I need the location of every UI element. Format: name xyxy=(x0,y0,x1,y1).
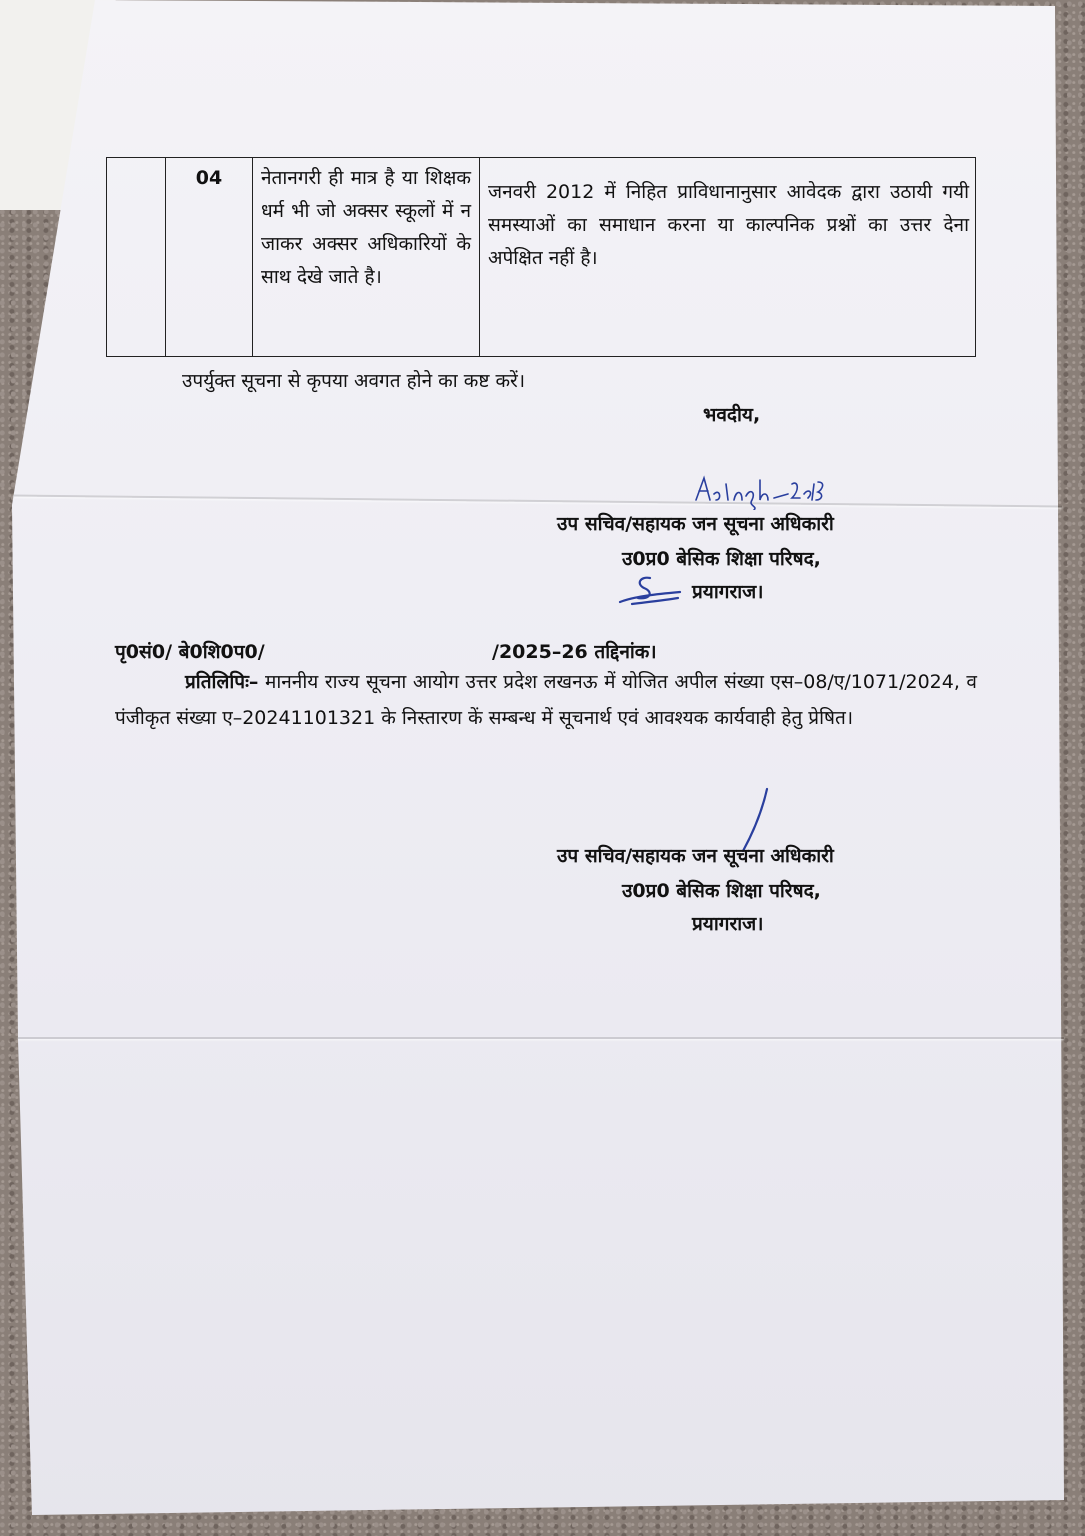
signatory-2-place: प्रयागराज। xyxy=(692,913,764,935)
signatory-1-designation: उप सचिव/सहायक जन सूचना अधिकारी xyxy=(557,513,834,535)
copy-text: माननीय राज्य सूचना आयोग उत्तर प्रदेश लखनऊ में योजित अपील संख्या एस–08/ए/1071/2024, व पंजीकृत संख्या ए–20241101321 के निस्तारण कें सम्बन्ध में सूचनार्थ एवं आवश्यक कार्यवाही हेतु प्रेषित। xyxy=(115,671,977,729)
closing-note: उपर्युक्त सूचना से कृपया अवगत होने का कष्ट करें। xyxy=(182,370,526,392)
signatory-1-office: उ0प्र0 बेसिक शिक्षा परिषद, xyxy=(622,548,821,570)
copy-label: प्रतिलिपिः– xyxy=(185,671,259,693)
empty-cell xyxy=(107,158,166,357)
reference-number: पृ0सं0/ बे0शि0प0/ xyxy=(115,641,265,663)
table-row xyxy=(107,158,976,357)
reference-date: /2025–26 तद्दिनांक। xyxy=(492,641,657,663)
question-answer-table xyxy=(106,157,976,357)
signatory-1-place: प्रयागराज। xyxy=(692,581,764,603)
valediction: भवदीय, xyxy=(703,404,761,426)
copy-paragraph xyxy=(115,664,977,736)
question-text: नेतानगरी ही मात्र है या शिक्षक धर्म भी जो अक्सर स्कूलों में न जाकर अक्सर अधिकारियों के साथ देखे जाते है। xyxy=(253,158,480,357)
fold-crease xyxy=(18,1037,1064,1039)
signatory-2-designation: उप सचिव/सहायक जन सूचना अधिकारी xyxy=(557,845,834,867)
answer-text: जनवरी 2012 में निहित प्राविधानानुसार आवेदक द्वारा उठायी गयी समस्याओं का समाधान करना या काल्पनिक प्रश्नों का उत्तर देना अपेक्षित नहीं है। xyxy=(480,158,976,357)
serial-number: 04 xyxy=(166,158,253,357)
signatory-2-office: उ0प्र0 बेसिक शिक्षा परिषद, xyxy=(622,880,821,902)
